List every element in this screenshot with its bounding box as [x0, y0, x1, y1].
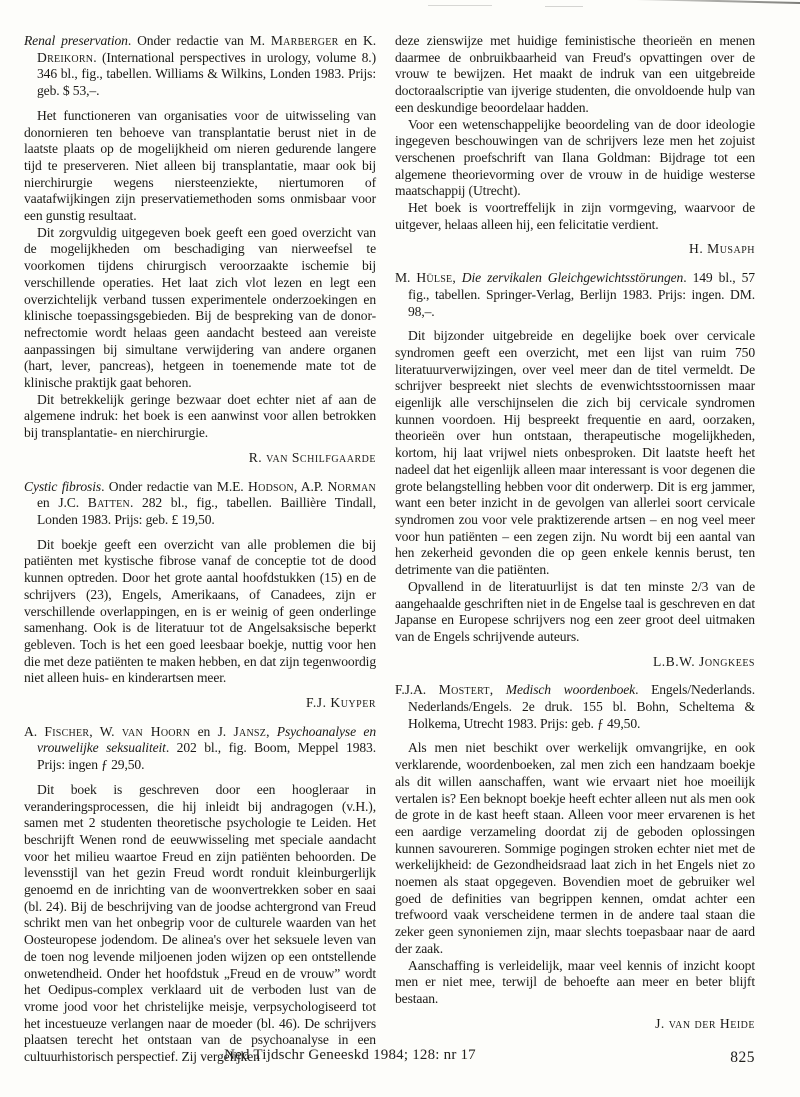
heading-segment: , A.P. — [293, 478, 328, 494]
heading-segment: Cystic fibrosis — [24, 478, 102, 494]
book-review-heading — [24, 479, 376, 529]
heading-segment: . Onder redactie van M. — [127, 33, 271, 48]
heading-segment: Mostert — [438, 682, 490, 698]
book-review-heading — [395, 270, 755, 320]
heading-segment: F.J.A. — [395, 682, 439, 698]
scan-artifact-line — [590, 0, 800, 4]
column-right — [395, 33, 755, 1066]
reviewer-signature: L.B.W. Jongkees — [652, 653, 755, 669]
heading-segment: , W. — [89, 723, 122, 739]
heading-segment: Hodson — [248, 478, 294, 494]
heading-segment: . 149 bl., 57 fig., tabellen. Springer-Verlag, Berlijn 1983. Prijs: ingen. DM. 98,–. — [408, 270, 755, 319]
heading-segment: Batten — [87, 495, 130, 511]
heading-segment: Marberger — [270, 33, 339, 48]
review-paragraph: Dit zorgvuldig uitgegeven boek geeft een goed overzicht van de mogelijkheden om beschadiging van nierweefsel te voorkomen tijdens chirurgisch veroorzaakte ischemie bij verschillende operaties. Het laat zich vlot lezen en legt een overzichtelijk verband tussen experimentele onderzoekingen en klinische toepassingsgebieden. Bij de bespreking van de donor-nefrectomie wordt helaas geen aandacht besteed aan vereiste aanpassingen bij simultane verwijdering van andere organen (hart, lever, pancreas), hetgeen in toenemende mate tot de klinische praktijk gaat behoren. — [24, 224, 376, 391]
review-paragraph: Dit boek is geschreven door een hoogleraar in veranderingsprocessen, die hij inleidt bij andragogen (v.H.), samen met 2 studenten theoretische psychologie te Leiden. Het beschrijft Wenen rond de eeuwwisseling met speciale aandacht voor het milieu waartoe Freud en zijn patiënten behoorden. De levensstijl van het gezin Freud wordt ronduit kleinburgerlijk genoemd en de inrichting van de woonvertrekken sober en saai (bl. 24). Bij de beschrijving van de joodse achtergrond van Freud schrikt men van het onbegrip voor de culturele waarden van het Oosteuropese jodendom. De alinea's over het seksuele leven van de toen nog levende miljoenen joden wijzen op een ontstellende onwetendheid. Onder het hoofdstuk „Freud en de vrouw” wordt het Oedipus-complex verklaard uit de verboden lust van de vrome jood voor het christelijke meisje, verpsychologiseerd tot het incestueuze verlangen naar de moeder (bl. 46). De schrijvers plaatsen terecht het ontstaan van de psychoanalyse in een cultuurhistorisch perspectief. Zij vergelijken — [24, 781, 376, 1065]
page-footer — [24, 1047, 755, 1073]
heading-segment: Jansz — [233, 723, 267, 739]
column-left — [24, 33, 376, 1066]
review-paragraph: Dit boekje geeft een overzicht van alle problemen die bij patiënten met kystische fibrose vanaf de conceptie tot de dood kunnen optreden. Door het grote aantal hoofdstukken (15) en de schrijvers (23), Engels, Amerikaans, of Canadees, zijn er verschillende overlappingen, en is er weinig of geen onderlinge samenhang. Ook is de literatuur tot de Angelsaksische beperkt gebleven. Toch is het een goed leesbaar boekje, nuttig voor hen die met deze patiënten te maken hebben, en dat zijn tegenwoordig niet alleen huis- en kinderartsen meer. — [24, 536, 376, 686]
heading-segment: en K. — [338, 33, 377, 48]
review-paragraph: Dit betrekkelijk geringe bezwaar doet echter niet af aan de algemene indruk: het boek is een aanwinst voor allen betrokken bij transplantatie- en nierchirurgie. — [24, 391, 376, 441]
book-review-heading — [24, 33, 376, 100]
scan-artifact-dash — [428, 5, 492, 6]
review-paragraph: Als men niet beschikt over werkelijk omvangrijke, en ook verklarende, woordenboeken, zal men zich een handzaam boekje als dit willen aanschaffen, want wie ervaart niet hoe moeilijk vertalen is? Een beknopt boekje heeft echter alleen nut als men ook de grote in de kast heeft staan. Alleen voor meer ervarenen is het een aardige verzameling doordat zij de geboden oplossingen kunnen savoureren. Sommige pogingen stroken echter niet met de werkelijkheid: de Gezondheidsraad laat zich in het Engels niet zo noemen als staat opgegeven. Bovendien moet de gebruiker wel goed de definities van begrippen kennen, omdat achter een trefwoord vaak verscheidene termen in de andere taal staan die zeker geen synoniemen zijn, maar slechts toepasbaar naar de aard der zaak. — [395, 740, 755, 956]
heading-segment: en J. — [190, 723, 234, 739]
page-content — [24, 33, 755, 1066]
review-paragraph: Het boek is voortreffelijk in zijn vormgeving, waarvoor de uitgever, helaas alleen hij, een felicitatie verdient. — [395, 200, 755, 232]
review-paragraph: Voor een wetenschappelijke beoordeling van de door ideologie ingegeven beschouwingen van de schrijvers leze men het zojuist verschenen proefschrift van Ilana Goldman: Bijdrage tot een algemene theorievorming over de vrouw in de huidige westerse maatschappij (Utrecht). — [395, 116, 755, 199]
heading-segment: , — [489, 682, 506, 698]
heading-segment: Renal preservation — [24, 33, 128, 48]
heading-segment: . Engels/Nederlands. Nederlands/Engels. 2e druk. 155 bl. Bohn, Scheltema & Holkema, Utrecht 1983. Prijs: geb. ƒ 49,50. — [408, 682, 755, 731]
heading-segment: van Hoorn — [121, 723, 191, 739]
scan-artifact-dash — [545, 6, 583, 7]
heading-segment: Dreikorn — [37, 49, 94, 65]
heading-segment: . Onder redactie van M.E. — [101, 478, 249, 494]
review-paragraph: Aanschaffing is verleidelijk, maar veel kennis of inzicht koopt men er niet mee, terwijl de behoefte aan meer en beter blijft bestaan. — [395, 957, 755, 1006]
book-review-heading — [395, 682, 755, 732]
reviewer-signature: F.J. Kuyper — [305, 695, 376, 711]
heading-segment: Die zervikalen Gleichgewichtsstörungen — [461, 270, 684, 286]
heading-segment: Hülse — [416, 270, 453, 286]
heading-segment: en J.C. — [37, 495, 88, 511]
reviewer-signature: H. Musaph — [689, 241, 755, 257]
heading-segment: Fischer — [44, 723, 90, 739]
heading-segment: , — [266, 723, 277, 739]
review-paragraph: Het functioneren van organisaties voor de uitwisseling van donornieren ten behoeve van transplantatie berust niet in de laatste plaats op de mogelijkheid om nieren gedurende langere tijd te preserveren. Niet alleen bij transplantatie, maar ook bij nierchirurgie wegens niersteenziekte, niertumoren of vaatafwijkingen zijn preservatiemethoden soms onmisbaar voor een gunstig resultaat. — [24, 107, 376, 224]
reviewer-signature: J. van der Heide — [655, 1015, 755, 1031]
heading-segment: . 202 bl., fig. Boom, Meppel 1983. Prijs: ingen ƒ 29,50. — [37, 740, 377, 773]
heading-segment: , — [452, 270, 462, 286]
heading-segment: A. — [24, 723, 45, 739]
review-paragraph: Dit bijzonder uitgebreide en degelijke boek over cervicale syndromen geeft een overzicht, met een lijst van ruim 750 literatuurverwijzingen, over veel meer dan de titel vermeldt. De schrijver bespreekt niet slechts de evenwichtsstoornissen maar eigenlijk alle verschijnselen die zich bij cervicale syndromen kunnen voordoen. Hij bespreekt frequentie en aard, oorzaken, theorieën over hun ontstaan, therapeutische mogelijkheden, kortom, hij laat vrijwel niets onbesproken. Dit laatste heeft het nadeel dat het eigenlijk alleen maar interessant is voor degenen die grote belangstelling hebben voor dit onderwerp. Dit is erg jammer, want een beter inzicht in de gevolgen van allerlei soort cervicale syndromen zou voor vele praktizerende artsen – en nog veel meer voor hun patiënten – een zegen zijn. Nu wordt bij een aantal van hen zekerheid gevonden die op geen enkele kennis berust, ten detrimente van die patiënten. — [395, 328, 755, 578]
journal-reference: Ned Tijdschr Geneeskd 1984; 128: nr 17 — [224, 1047, 476, 1063]
heading-segment: Norman — [327, 478, 376, 494]
heading-segment: M. — [395, 270, 417, 286]
review-paragraph: deze zienswijze met huidige feministische theorieën en menen daarmee de onbruikbaarheid van Freud's opvattingen over de vrouw te bewijzen. Het maakt de indruk van een uitgebreide doctoraalscriptie van ijverige studenten, die onvoldoende hulp van een deskundige beoordelaar hadden. — [395, 33, 755, 115]
reviewer-signature: R. van Schilfgaarde — [248, 449, 376, 465]
heading-segment: . 282 bl., fig., tabellen. Baillière Tindall, Londen 1983. Prijs: geb. £ 19,50. — [37, 495, 376, 527]
heading-segment: . (International perspectives in urology, volume 8.) 346 bl., fig., tabellen. Williams & Wilkins, Londen 1983. Prijs: geb. $ 53,–. — [37, 49, 376, 99]
page-number: 825 — [730, 1049, 755, 1066]
review-paragraph: Opvallend in de literatuurlijst is dat ten minste 2/3 van de aangehaalde geschriften niet in de Engelse taal is geschreven en dat Japanse en Europese schrijvers nog een zeer groot deel uitmaken van de Engels schrijvende auteurs. — [395, 578, 755, 644]
book-review-heading — [24, 724, 376, 774]
heading-segment: Medisch woordenboek — [505, 682, 636, 698]
heading-segment: Psychoanalyse en vrouwelijke seksualiteit — [37, 723, 376, 756]
